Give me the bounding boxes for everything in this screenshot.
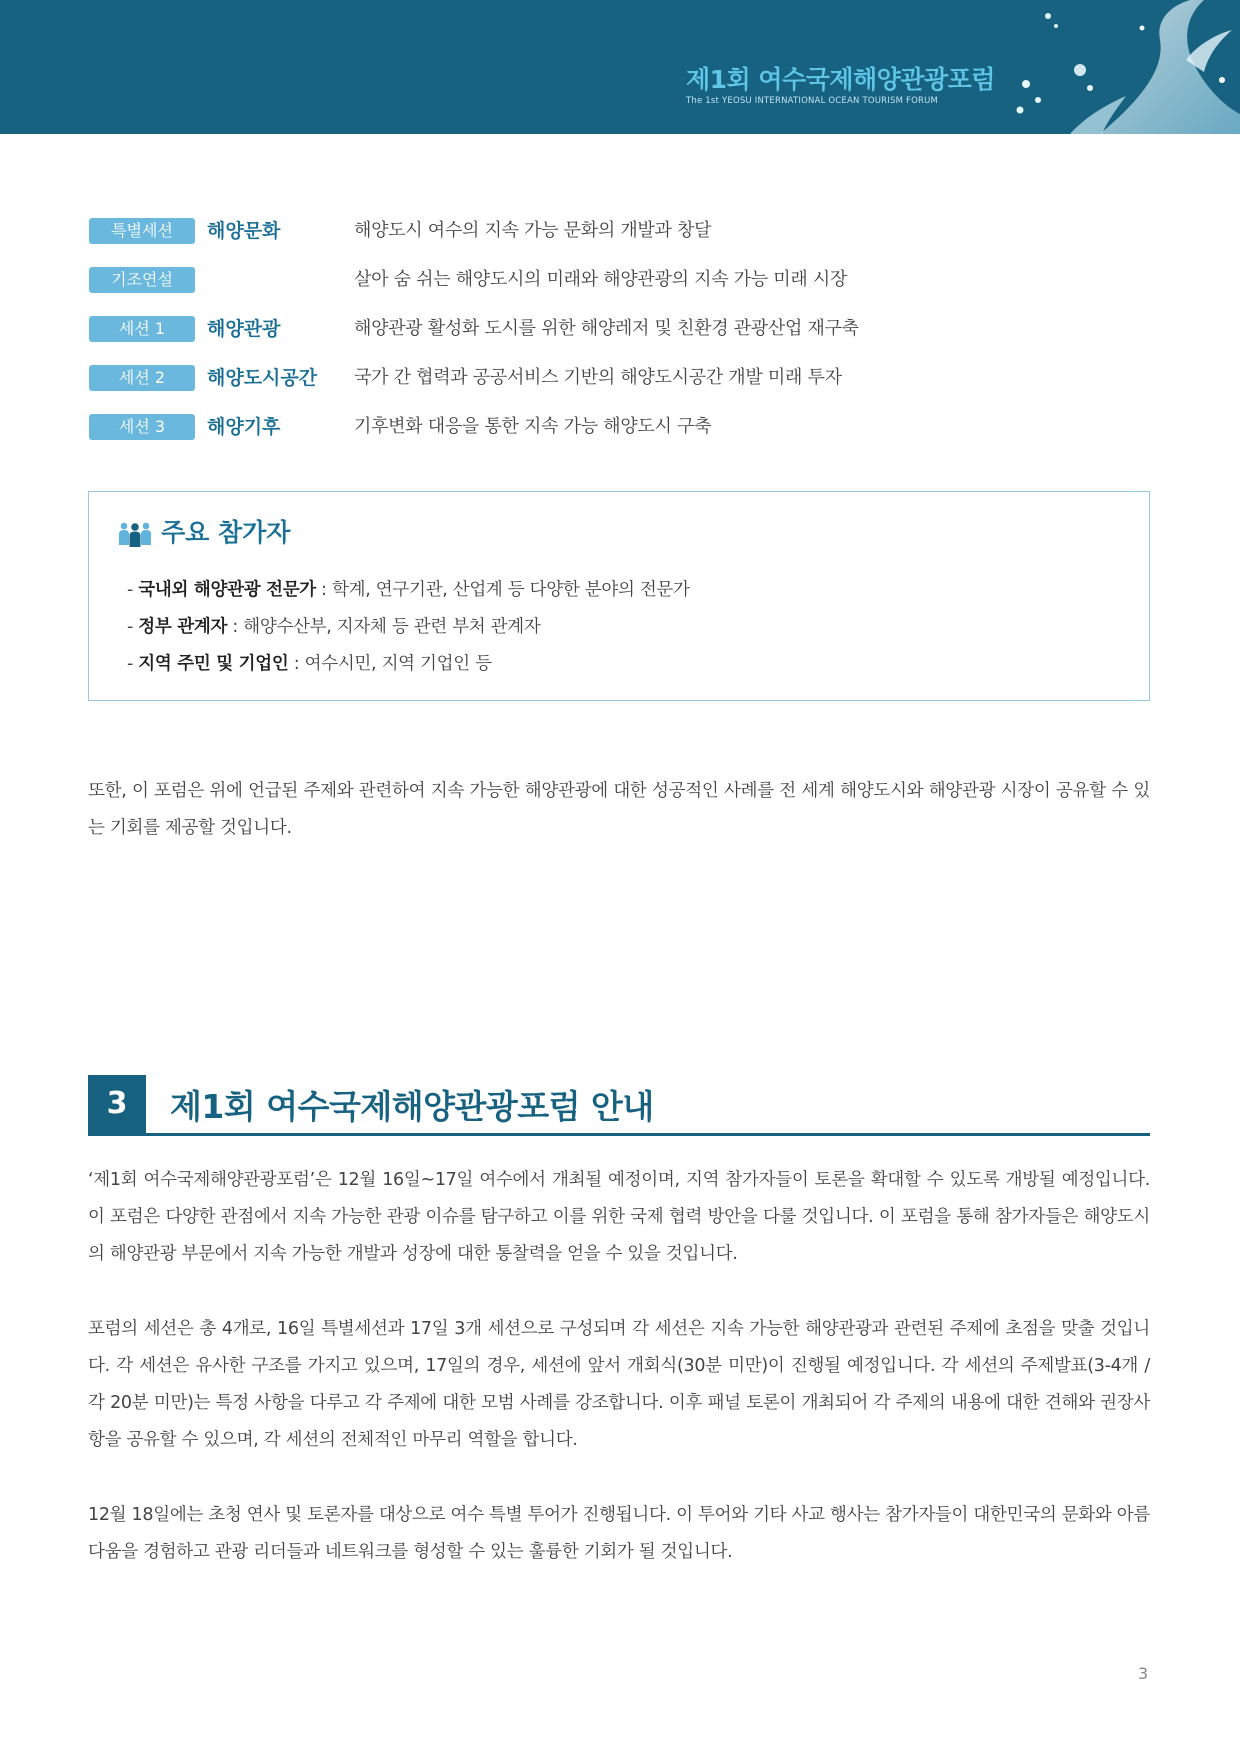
intro-paragraph: 또한, 이 포럼은 위에 언급된 주제와 관련하여 지속 가능한 해양관광에 대한 성공적인 사례를 전 세계 해양도시와 해양관광 시장이 공유할 수 있는 기회를 제공할 것입니다. (88, 781, 1150, 838)
people-group-icon (117, 521, 153, 547)
body-paragraph: 12월 18일에는 초청 연사 및 토론자를 대상으로 여수 특별 투어가 진행됩니다. 이 투어와 기타 사교 행사는 참가자들이 대한민국의 문화와 아름다움을 경험하고 관광 리더들과 네트워크를 형성할 수 있는 훌륭한 기회가 될 것입니다. (88, 1505, 1150, 1562)
section-title: 제1회 여수국제해양관광포럼 안내 (170, 1087, 654, 1126)
participant-desc: : 해양수산부, 지자체 등 관련 부처 관계자 (227, 617, 541, 637)
participant-desc: : 여수시민, 지역 기업인 등 (288, 654, 492, 674)
water-splash-graphic (990, 0, 1240, 134)
list-item: - 지역 주민 및 기업인 : 여수시민, 지역 기업인 등 (127, 654, 492, 674)
session-topic: 해양문화 (207, 220, 281, 242)
body-paragraph: ‘제1회 여수국제해양관광포럼’은 12월 16일~17일 여수에서 개최될 예정이며, 지역 참가자들이 토론을 확대할 수 있도록 개방될 예정입니다. 이 포럼은 다양한 관점에서 지속 가능한 관광 이슈를 탐구하고 이를 위한 국제 협력 방안을 다룰 것입니다. 이 포럼을 통해 참가자들은 해양도시의 해양관광 부문에서 지속 가능한 개발과 성장에 대한 통찰력을 얻을 수 있을 것입니다. (88, 1170, 1150, 1264)
session-topic: 해양도시공간 (207, 367, 318, 389)
session-badge: 기조연설 (89, 267, 195, 293)
page-header (0, 0, 1240, 134)
participant-label: 국내외 해양관광 전문가 (138, 580, 316, 600)
page-number: 3 (1138, 1664, 1149, 1683)
forum-subtitle: The 1st YEOSU INTERNATIONAL OCEAN TOURISM FORUM (686, 96, 939, 106)
session-description: 해양도시 여수의 지속 가능 문화의 개발과 창달 (354, 220, 712, 241)
session-description: 살아 숨 쉬는 해양도시의 미래와 해양관광의 지속 가능 미래 시장 (354, 269, 848, 290)
body-paragraph: 포럼의 세션은 총 4개로, 16일 특별세션과 17일 3개 세션으로 구성되며 각 세션은 지속 가능한 해양관광과 관련된 주제에 초점을 맞출 것입니다. 각 세션은 유사한 구조를 가지고 있으며, 17일의 경우, 세션에 앞서 개회식(30분 미만)이 진행될 예정입니다. 각 세션의 주제발표(3-4개 / 각 20분 미만)는 특정 사항을 다루고 각 주제에 대한 모범 사례를 강조합니다. 이후 패널 토론이 개최되어 각 주제의 내용에 대한 견해와 권장사항을 공유할 수 있으며, 각 세션의 전체적인 마무리 역할을 합니다. (88, 1319, 1150, 1450)
session-badge: 세션 2 (89, 365, 195, 391)
session-row (89, 206, 1149, 255)
participants-box (88, 491, 1150, 701)
list-item: - 국내외 해양관광 전문가 : 학계, 연구기관, 산업계 등 다양한 분야의 전문가 (127, 580, 690, 600)
participants-list (127, 572, 690, 683)
participant-label: 지역 주민 및 기업인 (138, 654, 289, 674)
session-topic: 해양기후 (207, 416, 281, 438)
session-description: 국가 간 협력과 공공서비스 기반의 해양도시공간 개발 미래 투자 (354, 367, 842, 388)
session-topic: 해양관광 (207, 318, 281, 340)
session-description: 기후변화 대응을 통한 지속 가능 해양도시 구축 (354, 416, 712, 437)
section-heading (88, 1075, 1150, 1136)
session-row (89, 402, 1149, 451)
session-list (89, 206, 1149, 451)
participants-title: 주요 참가자 (161, 518, 291, 547)
session-row (89, 304, 1149, 353)
participant-label: 정부 관계자 (138, 617, 228, 637)
session-row (89, 353, 1149, 402)
section-number: 3 (88, 1075, 146, 1133)
participant-desc: : 학계, 연구기관, 산업계 등 다양한 분야의 전문가 (315, 580, 690, 600)
session-badge: 세션 3 (89, 414, 195, 440)
session-row (89, 255, 1149, 304)
session-badge: 특별세션 (89, 218, 195, 244)
participants-heading (117, 516, 290, 550)
session-description: 해양관광 활성화 도시를 위한 해양레저 및 친환경 관광산업 재구축 (354, 318, 859, 339)
forum-title: 제1회 여수국제해양관광포럼 (686, 65, 995, 94)
session-badge: 세션 1 (89, 316, 195, 342)
list-item: - 정부 관계자 : 해양수산부, 지자체 등 관련 부처 관계자 (127, 617, 541, 637)
